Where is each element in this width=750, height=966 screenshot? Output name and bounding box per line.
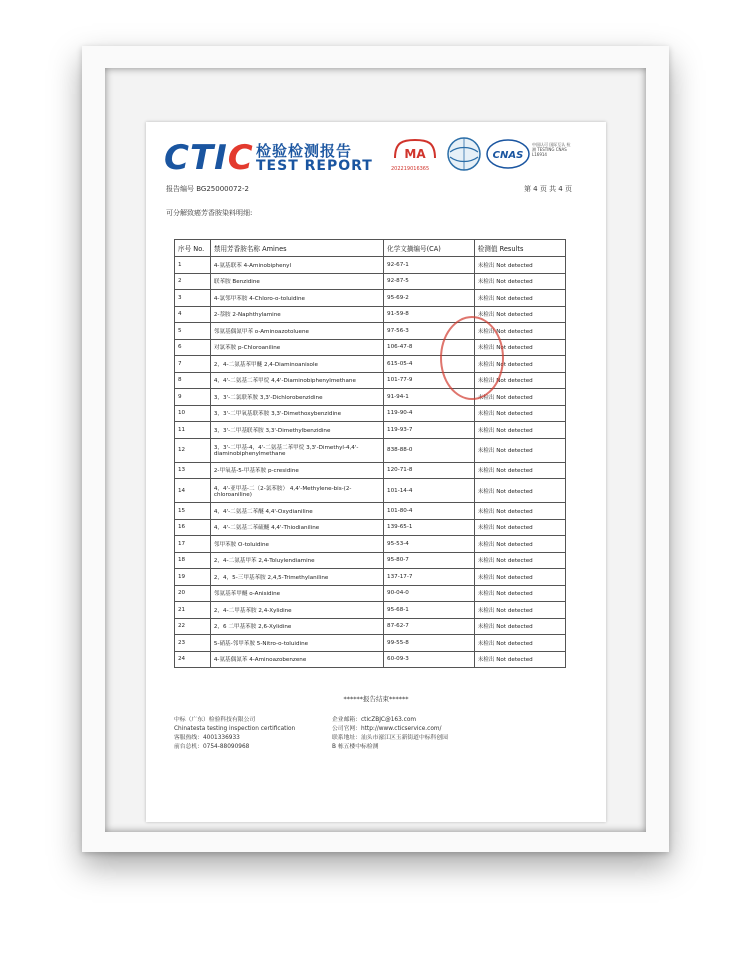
cell-no: 5	[175, 323, 211, 340]
section-intro: 可分解致癌芳香胺染料明细:	[166, 209, 253, 217]
cell-name: 5-硝基-邻甲苯胺 5-Nitro-o-toluidine	[210, 635, 383, 652]
cma-mark-icon	[393, 138, 437, 164]
svg-text:MA: MA	[404, 147, 426, 161]
cell-result: 未检出 Not detected	[474, 536, 565, 553]
cell-ca: 101-77-9	[384, 372, 475, 389]
end-of-report: ******报告结束******	[343, 695, 409, 703]
cell-result: 未检出 Not detected	[474, 479, 565, 503]
cell-ca: 95-80-7	[384, 552, 475, 569]
footer-line: 企业邮箱：cticZBJC@163.com	[332, 717, 417, 723]
cell-no: 20	[175, 585, 211, 602]
cell-name: 4，4'-二氨基二苯硫醚 4,4'-Thiodianiline	[210, 519, 383, 536]
cell-result: 未检出 Not detected	[474, 389, 565, 406]
cell-ca: 92-67-1	[384, 257, 475, 274]
cell-no: 2	[175, 273, 211, 290]
ctic-logo: CTIC	[164, 138, 254, 178]
cell-no: 15	[175, 503, 211, 520]
cell-result: 未检出 Not detected	[474, 273, 565, 290]
cell-no: 11	[175, 422, 211, 439]
cell-result: 未检出 Not detected	[474, 503, 565, 520]
cell-ca: 97-56-3	[384, 323, 475, 340]
cell-name: 2，4，5-三甲基苯胺 2,4,5-Trimethylaniline	[210, 569, 383, 586]
cell-name: 3，3'-二氯联苯胺 3,3'-Dichlorobenzidine	[210, 389, 383, 406]
table-row	[175, 585, 566, 602]
table-row	[175, 618, 566, 635]
cell-no: 14	[175, 479, 211, 503]
table-row	[175, 306, 566, 323]
footer-contact	[332, 716, 448, 752]
cell-ca: 95-69-2	[384, 290, 475, 307]
cell-ca: 119-90-4	[384, 405, 475, 422]
table-row	[175, 273, 566, 290]
footer-company	[174, 716, 295, 752]
cell-result: 未检出 Not detected	[474, 519, 565, 536]
cell-result: 未检出 Not detected	[474, 438, 565, 462]
col-header-amines: 禁用芳香胺名称 Amines	[210, 240, 383, 257]
cell-ca: 95-68-1	[384, 602, 475, 619]
cell-name: 邻甲苯胺 O-toluidine	[210, 536, 383, 553]
cell-ca: 99-55-8	[384, 635, 475, 652]
cell-name: 2-甲氧基-5-甲基苯胺 p-cresidine	[210, 462, 383, 479]
table-row	[175, 290, 566, 307]
cell-ca: 615-05-4	[384, 356, 475, 373]
cell-ca: 119-93-7	[384, 422, 475, 439]
cnas-icon	[486, 138, 530, 170]
cell-ca: 91-59-8	[384, 306, 475, 323]
table-row	[175, 536, 566, 553]
cell-no: 24	[175, 651, 211, 668]
cell-no: 13	[175, 462, 211, 479]
table-row	[175, 651, 566, 668]
cell-ca: 92-87-5	[384, 273, 475, 290]
report-number: 报告编号 BG25000072-2	[166, 185, 249, 193]
table-row	[175, 372, 566, 389]
cell-result: 未检出 Not detected	[474, 306, 565, 323]
cell-result: 未检出 Not detected	[474, 290, 565, 307]
table-row	[175, 422, 566, 439]
table-row	[175, 356, 566, 373]
cell-ca: 101-80-4	[384, 503, 475, 520]
cnas-caption: 中国认可 国际互认 检测 TESTING CNAS L16914	[532, 142, 571, 157]
col-header-results: 检测值 Results	[474, 240, 565, 257]
cell-ca: 137-17-7	[384, 569, 475, 586]
cell-result: 未检出 Not detected	[474, 323, 565, 340]
cell-no: 6	[175, 339, 211, 356]
cell-name: 4-氯邻甲苯胺 4-Chloro-o-toluidine	[210, 290, 383, 307]
cell-no: 17	[175, 536, 211, 553]
page-info: 第 4 页 共 4 页	[523, 185, 572, 193]
cell-ca: 60-09-3	[384, 651, 475, 668]
cell-ca: 106-47-8	[384, 339, 475, 356]
cell-no: 8	[175, 372, 211, 389]
cell-result: 未检出 Not detected	[474, 602, 565, 619]
cell-name: 对氯苯胺 p-Chloroaniline	[210, 339, 383, 356]
cell-result: 未检出 Not detected	[474, 651, 565, 668]
cell-no: 7	[175, 356, 211, 373]
footer-line: 前台总机：0754-88090968	[174, 744, 250, 750]
cell-name: 2，4-二甲基苯胺 2,4-Xylidine	[210, 602, 383, 619]
table-row	[175, 438, 566, 462]
cell-no: 23	[175, 635, 211, 652]
cell-name: 邻氨基偶氮甲苯 o-Aminoazotoluene	[210, 323, 383, 340]
footer-line: B 栋五楼中标检测	[332, 744, 379, 750]
cell-result: 未检出 Not detected	[474, 405, 565, 422]
footer-line: 中标（广东）检验科技有限公司	[174, 717, 256, 723]
report-title-cn: 检验检测报告	[256, 142, 353, 160]
cell-no: 21	[175, 602, 211, 619]
cell-ca: 95-53-4	[384, 536, 475, 553]
cell-name: 联苯胺 Benzidine	[210, 273, 383, 290]
cell-name: 4，4'-二氨基二苯甲烷 4,4'-Diaminobiphenylmethane	[210, 372, 383, 389]
cell-name: 4，4'-二氨基二苯醚 4,4'-Oxydianiline	[210, 503, 383, 520]
cell-no: 9	[175, 389, 211, 406]
cell-no: 12	[175, 438, 211, 462]
cell-name: 4-氨基联苯 4-Aminobiphenyl	[210, 257, 383, 274]
cell-result: 未检出 Not detected	[474, 569, 565, 586]
cell-name: 3，3'-二甲基联苯胺 3,3'-Dimethylbenzidine	[210, 422, 383, 439]
cell-result: 未检出 Not detected	[474, 356, 565, 373]
cell-no: 10	[175, 405, 211, 422]
table-row	[175, 389, 566, 406]
cell-name: 2-萘胺 2-Naphthylamine	[210, 306, 383, 323]
report-title-en: TEST REPORT	[256, 158, 373, 174]
cell-ca: 90-04-0	[384, 585, 475, 602]
table-row	[175, 257, 566, 274]
cell-no: 1	[175, 257, 211, 274]
table-row	[175, 503, 566, 520]
table-row	[175, 405, 566, 422]
cell-name: 2，6 二甲基苯胺 2,6-Xylidine	[210, 618, 383, 635]
col-header-ca: 化学文摘编号(CA)	[384, 240, 475, 257]
table-row	[175, 519, 566, 536]
cell-no: 16	[175, 519, 211, 536]
cell-name: 2，4-二氨基甲苯 2,4-Toluylendiamine	[210, 552, 383, 569]
footer-line: 公司官网：http://www.cticservice.com/	[332, 726, 442, 732]
cell-result: 未检出 Not detected	[474, 372, 565, 389]
cell-result: 未检出 Not detected	[474, 635, 565, 652]
cell-ca: 91-94-1	[384, 389, 475, 406]
cell-result: 未检出 Not detected	[474, 462, 565, 479]
cell-ca: 101-14-4	[384, 479, 475, 503]
amines-table	[174, 239, 566, 668]
svg-text:CNAS: CNAS	[492, 150, 524, 161]
cell-no: 4	[175, 306, 211, 323]
cell-result: 未检出 Not detected	[474, 585, 565, 602]
table-row	[175, 479, 566, 503]
footer-line: Chinatesta testing inspection certification	[174, 726, 296, 732]
table-row	[175, 635, 566, 652]
cell-ca: 120-71-8	[384, 462, 475, 479]
cell-ca: 87-62-7	[384, 618, 475, 635]
col-header-no: 序号 No.	[175, 240, 211, 257]
table-row	[175, 323, 566, 340]
table-row	[175, 339, 566, 356]
table-row	[175, 552, 566, 569]
cell-result: 未检出 Not detected	[474, 552, 565, 569]
table-header-row	[175, 240, 566, 257]
cell-no: 18	[175, 552, 211, 569]
cell-result: 未检出 Not detected	[474, 618, 565, 635]
table-row	[175, 569, 566, 586]
cell-name: 4，4'-亚甲基-二（2-氯苯胺） 4,4'-Methylene-bis-(2-chloroaniline)	[210, 479, 383, 503]
cell-no: 3	[175, 290, 211, 307]
cell-ca: 139-65-1	[384, 519, 475, 536]
cell-ca: 838-88-0	[384, 438, 475, 462]
cell-result: 未检出 Not detected	[474, 257, 565, 274]
cell-name: 2，4-二氨基苯甲醚 2,4-Diaminoanisole	[210, 356, 383, 373]
cell-name: 3，3'-二甲氧基联苯胺 3,3'-Dimethoxybenzidine	[210, 405, 383, 422]
cell-result: 未检出 Not detected	[474, 339, 565, 356]
ilac-mra-icon	[446, 136, 482, 172]
report-page	[146, 122, 606, 822]
table-row	[175, 462, 566, 479]
table-row	[175, 602, 566, 619]
cell-no: 22	[175, 618, 211, 635]
cell-result: 未检出 Not detected	[474, 422, 565, 439]
official-seal	[440, 316, 504, 400]
cell-name: 4-氨基偶氮苯 4-Aminoazobenzene	[210, 651, 383, 668]
cell-name: 邻氨基苯甲醚 o-Anisidine	[210, 585, 383, 602]
footer-line: 联系地址：汕头市濠江区玉新街道中标科创园	[332, 735, 448, 741]
cell-name: 3，3'-二甲基-4，4'-二氨基二苯甲烷 3,3'-Dimethyl-4,4'-diaminobiphenylmethane	[210, 438, 383, 462]
cma-number: 202219016365	[391, 166, 430, 172]
cell-no: 19	[175, 569, 211, 586]
footer-line: 客服热线：4001336933	[174, 735, 240, 741]
